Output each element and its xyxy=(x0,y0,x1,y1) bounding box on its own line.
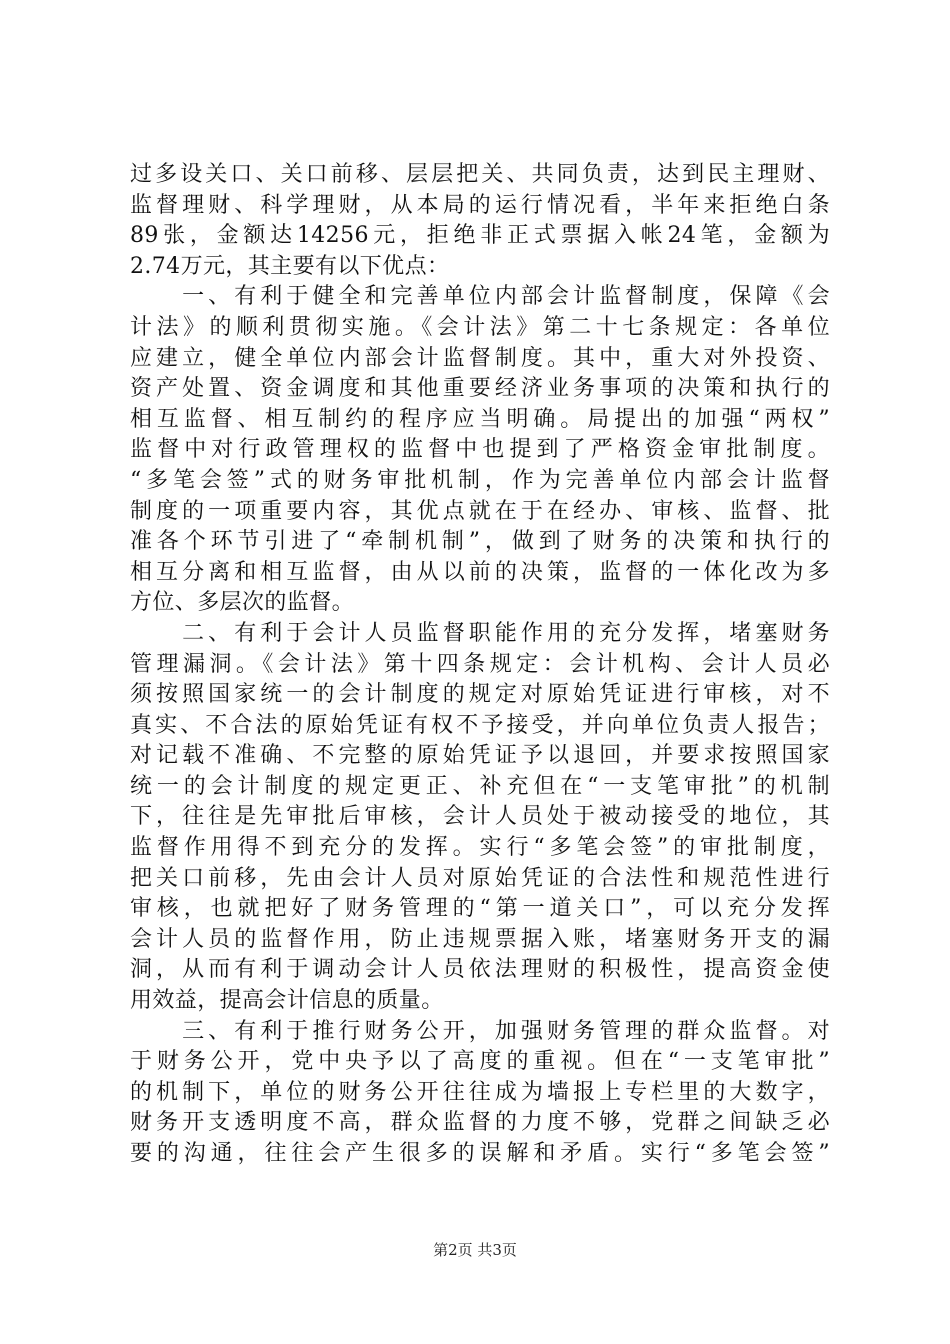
body-text-line: 须按照国家统一的会计制度的规定对原始凭证进行审核，对不 xyxy=(130,682,830,708)
body-text-line: 相互监督、相互制约的程序应当明确。局提出的加强“两权” xyxy=(130,406,830,432)
body-text-line: 统一的会计制度的规定更正、补充但在“一支笔审批”的机制 xyxy=(130,773,830,799)
body-text-line: 对记载不准确、不完整的原始凭证予以退回，并要求按照国家 xyxy=(130,743,830,769)
body-text-line: 方位、多层次的监督。 xyxy=(130,590,355,616)
body-text-line: 真实、不合法的原始凭证有权不予接受，并向单位负责人报告； xyxy=(130,712,830,738)
body-text-line: 2.74万元，其主要有以下优点： xyxy=(130,253,450,279)
body-text-line: 相互分离和相互监督，由从以前的决策，监督的一体化改为多 xyxy=(130,559,830,585)
body-text-line: 要的沟通，往往会产生很多的误解和矛盾。实行“多笔会签” xyxy=(130,1141,830,1166)
body-text-line: 会计人员的监督作用，防止违规票据入账，堵塞财务开支的漏 xyxy=(130,926,830,952)
body-text-line: 准各个环节引进了“牵制机制”，做到了财务的决策和执行的 xyxy=(130,529,830,555)
body-text-line: 三、有利于推行财务公开，加强财务管理的群众监督。对 xyxy=(130,1018,830,1044)
body-text-line: 过多设关口、关口前移、层层把关、共同负责，达到民主理财、 xyxy=(130,162,830,187)
body-text-line: “多笔会签”式的财务审批机制，作为完善单位内部会计监督 xyxy=(130,467,830,493)
body-text-line: 监督中对行政管理权的监督中也提到了严格资金审批制度。 xyxy=(130,437,830,463)
body-text-line: 二、有利于会计人员监督职能作用的充分发挥，堵塞财务 xyxy=(130,620,830,646)
body-text-line: 把关口前移，先由会计人员对原始凭证的合法性和规范性进行 xyxy=(130,865,830,891)
body-text-line: 洞，从而有利于调动会计人员依法理财的积极性，提高资金使 xyxy=(130,957,830,983)
body-text-line: 监督作用得不到充分的发挥。实行“多笔会签”的审批制度， xyxy=(130,835,830,861)
body-text-line: 用效益，提高会计信息的质量。 xyxy=(130,988,444,1014)
body-text-line: 审核，也就把好了财务管理的“第一道关口”，可以充分发挥 xyxy=(130,896,830,922)
body-text-line: 的机制下，单位的财务公开往往成为墙报上专栏里的大数字， xyxy=(130,1079,830,1105)
body-text-line: 监督理财、科学理财，从本局的运行情况看，半年来拒绝白条 xyxy=(130,192,830,218)
body-text-line: 财务开支透明度不高，群众监督的力度不够，党群之间缺乏必 xyxy=(130,1110,830,1136)
body-text-line: 制度的一项重要内容，其优点就在于在经办、审核、监督、批 xyxy=(130,498,830,524)
page-footer: 第2页 共3页 xyxy=(433,1241,517,1259)
body-text-line: 计法》的顺利贯彻实施。《会计法》第二十七条规定：各单位 xyxy=(130,314,830,340)
document-body xyxy=(130,160,830,1170)
body-text-line: 管理漏洞。《会计法》第十四条规定：会计机构、会计人员必 xyxy=(130,651,830,677)
body-text-line: 资产处置、资金调度和其他重要经济业务事项的决策和执行的 xyxy=(130,376,830,402)
body-text-line: 下，往往是先审批后审核，会计人员处于被动接受的地位，其 xyxy=(130,804,830,830)
body-text-line: 于财务公开，党中央予以了高度的重视。但在“一支笔审批” xyxy=(130,1049,830,1075)
body-text-line: 一、有利于健全和完善单位内部会计监督制度，保障《会 xyxy=(130,284,830,310)
body-text-line: 89张，金额达14256元，拒绝非正式票据入帐24笔，金额为 xyxy=(130,223,830,249)
body-text-line: 应建立，健全单位内部会计监督制度。其中，重大对外投资、 xyxy=(130,345,830,371)
